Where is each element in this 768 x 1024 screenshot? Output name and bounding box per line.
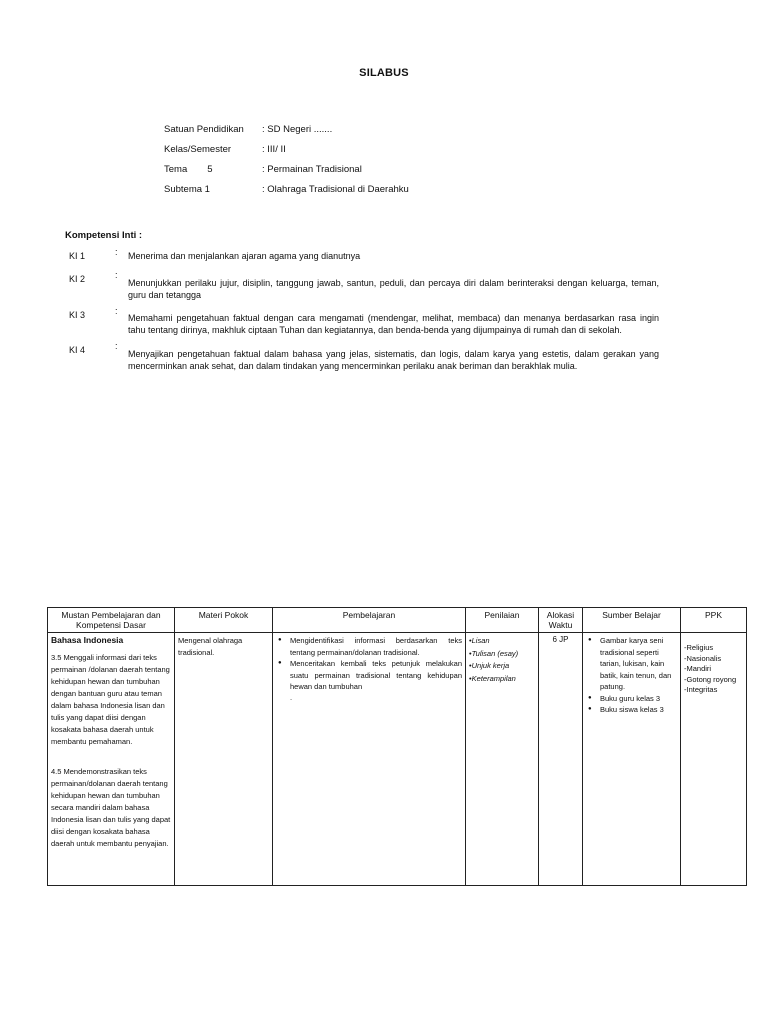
header-alokasi: Alokasi Waktu	[539, 608, 583, 633]
cell-ppk	[681, 633, 747, 886]
table-row	[48, 633, 747, 886]
ki-colon: :	[115, 247, 118, 257]
header-pembelajaran: Pembelajaran	[273, 608, 466, 633]
list-item: -Nasionalis	[684, 653, 722, 663]
header-muatan: Mustan Pembelajaran dan Kompetensi Dasar	[48, 608, 175, 633]
header-materi: Materi Pokok	[175, 608, 273, 633]
identity-label: Satuan Pendidikan	[164, 124, 244, 135]
list-item: ● Buku guru kelas 3	[600, 693, 677, 705]
ki-item	[69, 247, 659, 263]
identity-row	[164, 164, 409, 184]
ki-colon: :	[115, 306, 118, 316]
penilaian-list	[469, 635, 535, 685]
ki-colon: :	[115, 341, 118, 351]
subject-name: Bahasa Indonesia	[51, 635, 124, 645]
identity-value: : Permainan Tradisional	[262, 164, 362, 175]
ki-code: KI 3	[69, 310, 86, 320]
ki-text: Menerima dan menjalankan ajaran agama yang dianutnya	[128, 251, 361, 261]
ki-item	[69, 341, 659, 372]
identity-label: Kelas/Semester	[164, 144, 232, 155]
header-ppk: PPK	[681, 608, 747, 633]
list-item: • Lisan	[469, 635, 535, 648]
list-item: ● Buku siswa kelas 3	[600, 704, 677, 716]
list-item: ● Mengidentifikasi informasi berdasarkan teks tentang permainan/dolanan tradisional.	[290, 635, 462, 658]
ki-text: Menunjukkan perilaku jujur, disiplin, tanggung jawab, santun, peduli, dan percaya diri dalam berinteraksi dengan keluarga, teman, guru dan tetangga	[128, 278, 659, 300]
table-header-row	[48, 608, 747, 633]
list-item: • Unjuk kerja	[469, 660, 535, 673]
ki-colon: :	[115, 270, 118, 280]
alokasi-value: 6 JP	[552, 635, 569, 644]
identity-block	[164, 124, 409, 204]
list-item: ● Gambar karya seni tradisional seperti tarian, lukisan, kain batik, kain tenun, dan patung.	[600, 635, 677, 693]
sumber-list	[586, 635, 677, 716]
pembelajaran-tail: .	[290, 692, 293, 702]
ki-text: Memahami pengetahuan faktual dengan cara mengamati (mendengar, melihat, membaca) dan menanya berdasarkan rasa ingin tahu tentang dirinya, makhluk ciptaan Tuhan dan kegiatannya, dan benda-benda yang dijumpainya di rumah dan di sekolah.	[128, 313, 659, 335]
cell-alokasi	[539, 633, 583, 886]
identity-value: : III/ II	[262, 144, 286, 155]
identity-row	[164, 184, 409, 204]
cell-muatan	[48, 633, 175, 886]
document-title: SILABUS	[359, 67, 409, 79]
identity-value: : Olahraga Tradisional di Daerahku	[262, 184, 409, 195]
list-item: -Integritas	[684, 685, 718, 694]
header-sumber: Sumber Belajar	[583, 608, 681, 633]
identity-row	[164, 124, 409, 144]
cell-sumber	[583, 633, 681, 886]
identity-label: Tema	[164, 164, 188, 175]
ki-item	[69, 306, 659, 336]
identity-value: : SD Negeri .......	[262, 124, 333, 135]
ki-heading: Kompetensi Inti :	[65, 230, 143, 241]
identity-number: 5	[207, 164, 213, 175]
identity-row	[164, 144, 409, 164]
list-item: -Gotong royong	[684, 674, 737, 684]
ki-code: KI 4	[69, 345, 86, 355]
cell-materi	[175, 633, 273, 886]
list-item: • Keterampilan	[469, 673, 535, 686]
identity-label: Subtema 1	[164, 184, 210, 195]
kd-3-5: 3.5 Menggali informasi dari teks permainan /dolanan daerah tentang kehidupan hewan dan tumbuhan dengan bantuan guru atau teman dalam bahasa Indonesia lisan dan tulis yang dapat diisi dengan kosakata bahasa daerah untuk membantu pemahaman.	[51, 652, 170, 746]
cell-pembelajaran	[273, 633, 466, 886]
kd-4-5: 4.5 Mendemonstrasikan teks permainan/dolanan daerah tentang kehidupan hewan dan tumbuhan secara mandiri dalam bahasa Indonesia lisan dan tulis yang dapat diisi dengan kosakata bahasa daerah untuk membantu penyajian.	[51, 766, 171, 848]
pembelajaran-list	[276, 635, 462, 693]
ppk-list	[684, 643, 743, 696]
list-item: ● Menceritakan kembali teks petunjuk melakukan suatu permainan tradisional tentang kehidupan hewan dan tumbuhan	[290, 658, 462, 693]
list-item: -Religius	[684, 643, 714, 652]
list-item: -Mandiri	[684, 664, 712, 673]
list-item: • Tulisan (esay)	[469, 648, 535, 661]
syllabus-table	[47, 607, 747, 886]
ki-text: Menyajikan pengetahuan faktual dalam bahasa yang jelas, sistematis, dan logis, dalam karya yang estetis, dalam gerakan yang mencerminkan anak sehat, dan dalam tindakan yang mencerminkan perilaku anak beriman dan berakhlak mulia.	[128, 349, 659, 371]
ki-code: KI 1	[69, 251, 86, 261]
ki-item	[69, 270, 659, 301]
header-penilaian: Penilaian	[466, 608, 539, 633]
cell-penilaian	[466, 633, 539, 886]
materi-text: Mengenal olahraga tradisional.	[178, 636, 243, 657]
ki-code: KI 2	[69, 274, 86, 284]
